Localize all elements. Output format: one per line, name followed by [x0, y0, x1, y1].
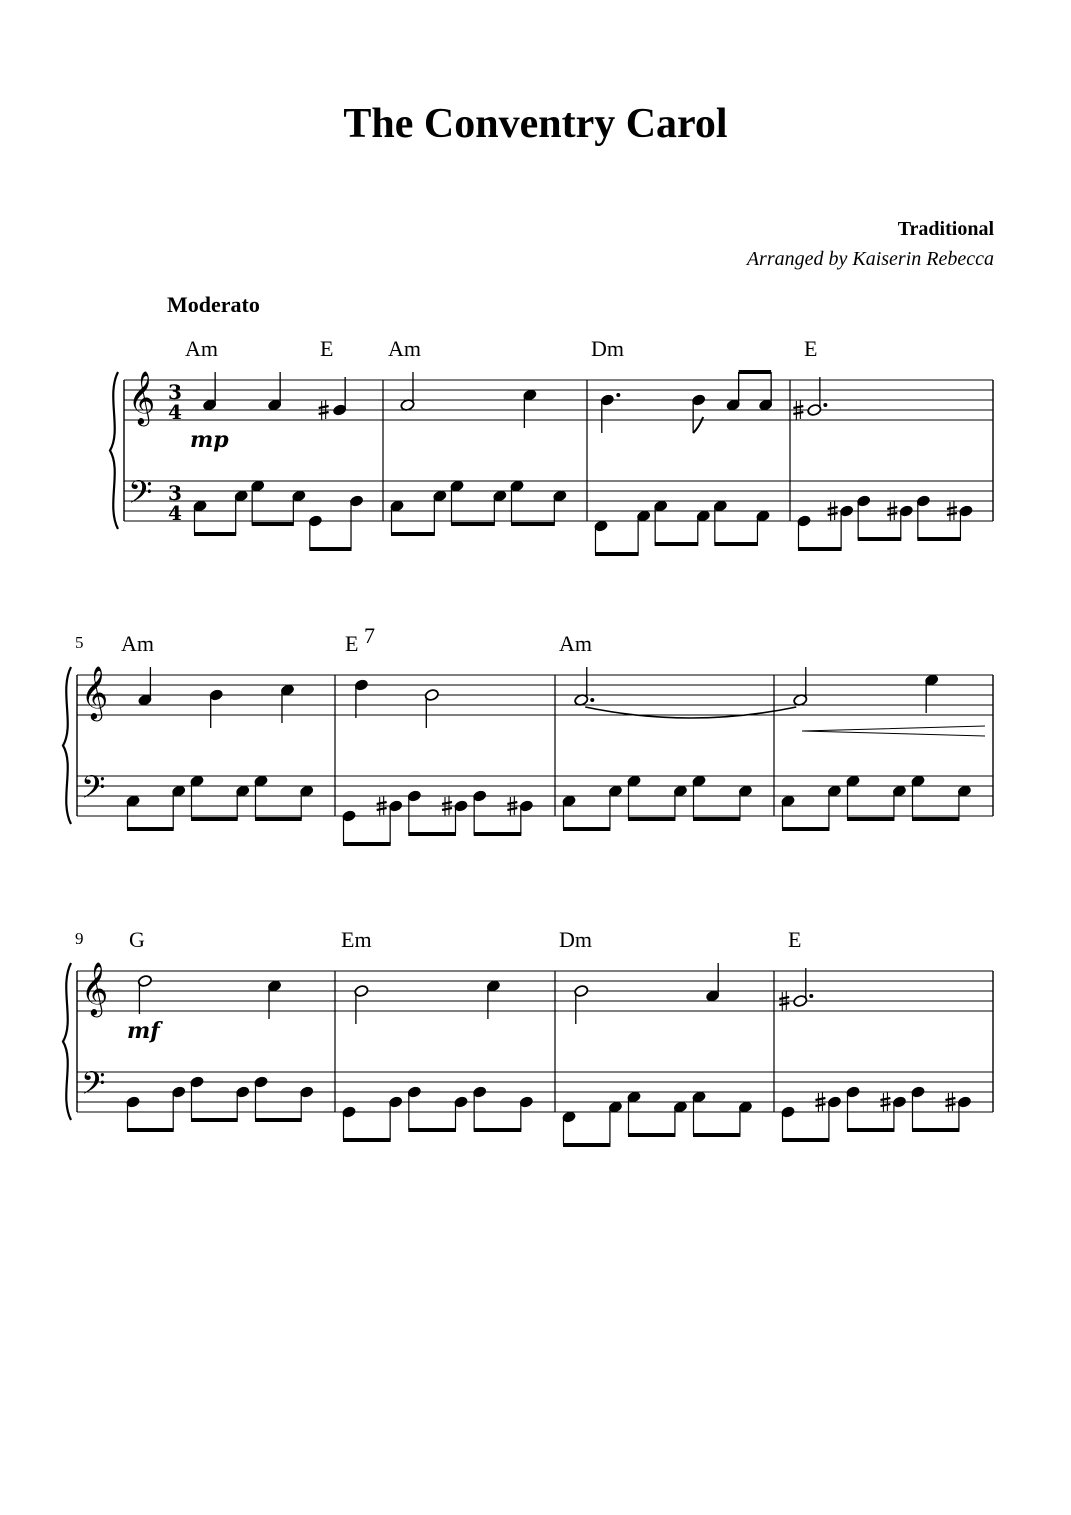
sharp-bar: [828, 513, 838, 515]
composer-credit: Traditional: [897, 218, 994, 240]
tempo-marking: Moderato: [167, 292, 260, 317]
sharp-bar: [880, 1104, 890, 1106]
dot: [616, 393, 620, 397]
arranger-credit: Arranged by Kaiserin Rebecca: [746, 248, 994, 270]
chord-symbol: Am: [559, 631, 592, 656]
chord-symbol: Em: [341, 927, 372, 952]
dot: [809, 994, 813, 998]
sharp-bar: [779, 1003, 789, 1005]
time-signature-numerator: 3: [168, 481, 182, 505]
time-signature-numerator: 3: [168, 380, 182, 404]
chord-symbol: Am: [388, 336, 421, 361]
sharp-bar: [828, 507, 838, 509]
treble-clef-icon: 𝄞: [81, 961, 109, 1015]
note-flag: [693, 417, 703, 433]
chord-superscript: 7: [364, 623, 375, 648]
sharp-bar: [947, 513, 957, 515]
brace: [63, 667, 71, 824]
chord-symbol: Am: [121, 631, 154, 656]
sharp-bar: [815, 1104, 825, 1106]
sharp-bar: [887, 513, 897, 515]
dynamic-marking: mp: [190, 427, 229, 453]
crescendo-hairpin: [802, 726, 985, 736]
sharp-bar: [319, 406, 329, 408]
page-title: The Conventry Carol: [343, 101, 728, 147]
time-signature-denominator: 4: [168, 501, 182, 525]
chord-symbol: E: [345, 631, 359, 656]
tie: [585, 707, 796, 718]
dot: [823, 403, 827, 407]
sharp-bar: [887, 507, 897, 509]
treble-clef-icon: 𝄞: [128, 370, 156, 424]
chord-symbol: E: [804, 336, 818, 361]
brace: [63, 963, 71, 1120]
sharp-bar: [815, 1098, 825, 1100]
bass-clef-icon: 𝄢: [128, 474, 153, 518]
chord-symbol: E: [320, 336, 334, 361]
measure-number: 9: [75, 929, 84, 948]
chord-symbol: Dm: [559, 927, 592, 952]
measure-number: 5: [75, 633, 84, 652]
treble-clef-icon: 𝄞: [81, 665, 109, 719]
chord-symbol: E: [788, 927, 802, 952]
bass-clef-icon: 𝄢: [81, 769, 106, 813]
sharp-bar: [793, 406, 803, 408]
sharp-bar: [377, 808, 387, 810]
sharp-bar: [507, 802, 517, 804]
sharp-bar: [442, 808, 452, 810]
chord-symbol: G: [129, 927, 145, 952]
dot: [590, 698, 594, 702]
chord-symbol: Am: [185, 336, 218, 361]
sharp-bar: [945, 1098, 955, 1100]
sharp-bar: [319, 412, 329, 414]
sharp-bar: [377, 802, 387, 804]
chord-symbol: Dm: [591, 336, 624, 361]
bass-clef-icon: 𝄢: [81, 1065, 106, 1109]
sharp-bar: [945, 1104, 955, 1106]
sharp-bar: [442, 802, 452, 804]
time-signature-denominator: 4: [168, 400, 182, 424]
sharp-bar: [947, 507, 957, 509]
brace: [110, 372, 118, 529]
sharp-bar: [793, 412, 803, 414]
dynamic-marking: mf: [127, 1018, 160, 1044]
sharp-bar: [880, 1098, 890, 1100]
sharp-bar: [779, 997, 789, 999]
sharp-bar: [507, 808, 517, 810]
